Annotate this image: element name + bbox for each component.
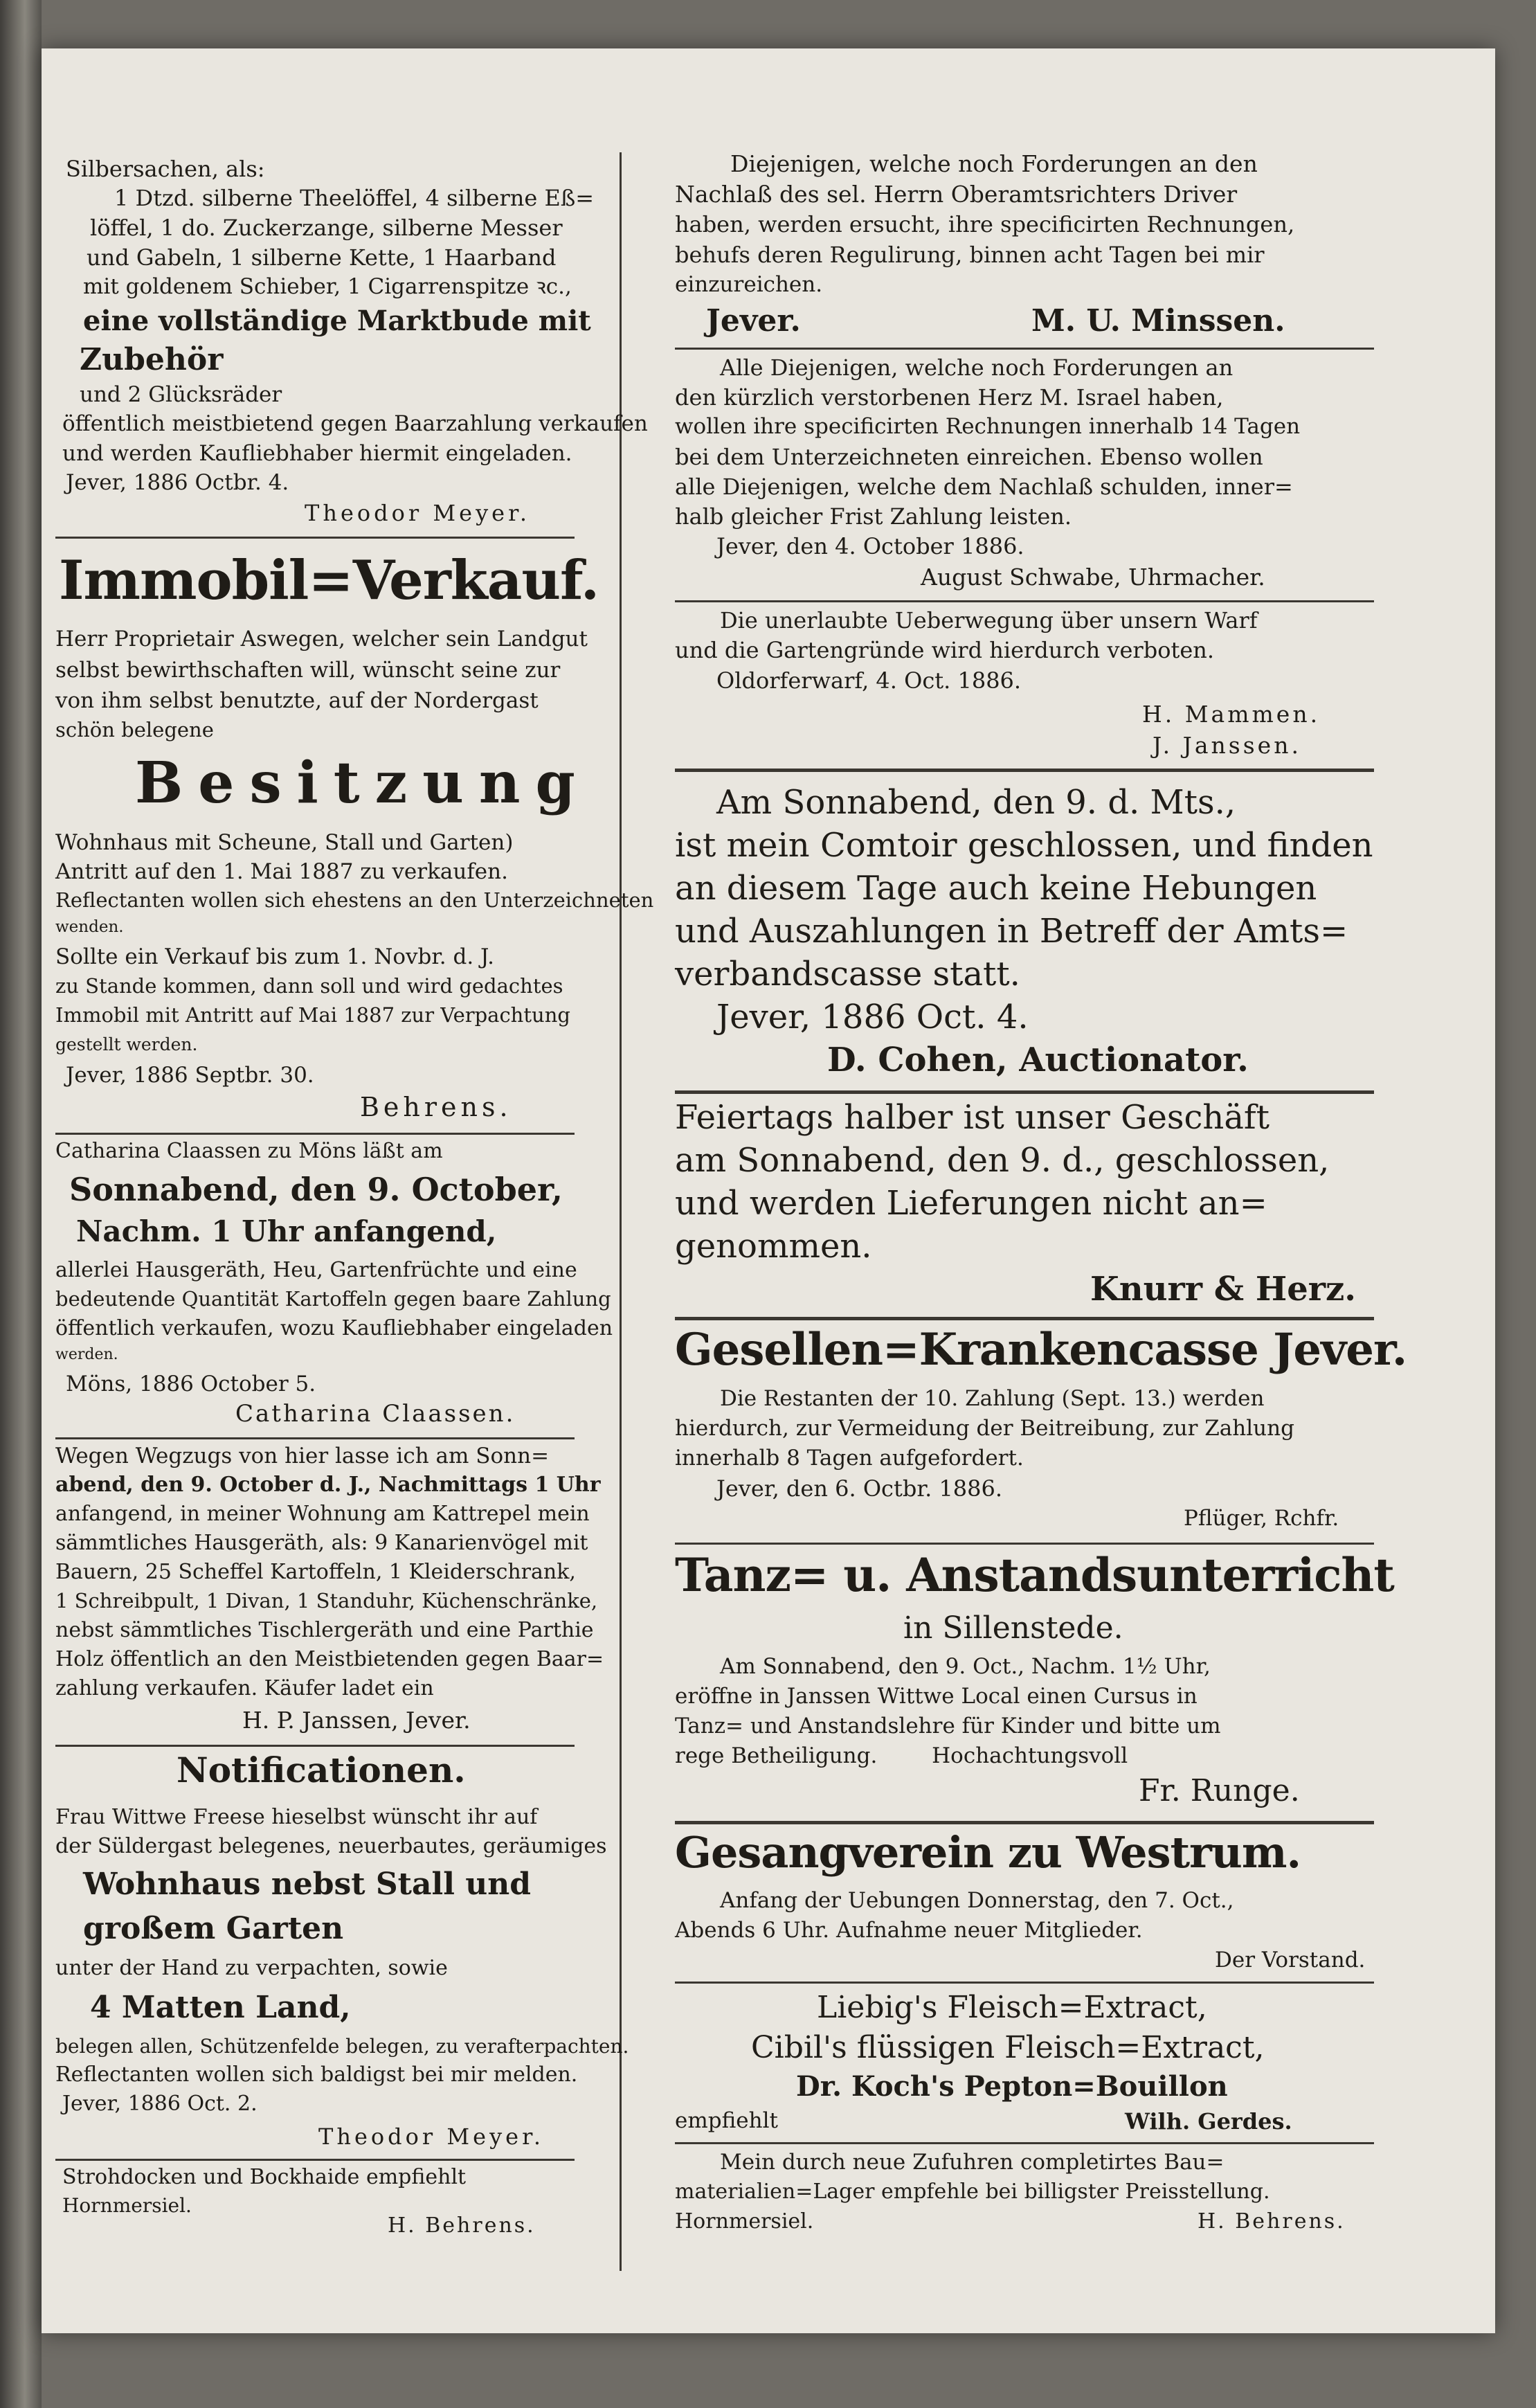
ad-divider [55, 537, 575, 539]
text-line: Silbersachen, als: [66, 156, 265, 182]
text-line: materialien=Lager empfehle bei billigster Preisstellung. [675, 2180, 1270, 2204]
ad-headline: Nachm. 1 Uhr anfangend, [76, 1214, 497, 1248]
ad-title: Tanz= u. Anstandsunterricht [675, 1548, 1394, 1602]
text-line: Dr. Koch's Pepton=Bouillon [796, 2070, 1228, 2103]
text-line: Reflectanten wollen sich ehestens an den Unterzeichneten [55, 888, 654, 912]
signature: M. U. Minssen. [1031, 303, 1285, 339]
text-line: Anfang der Uebungen Donnerstag, den 7. Oct., [720, 1888, 1234, 1913]
text-line: eröffne in Janssen Wittwe Local einen Cursus in [675, 1684, 1198, 1709]
text-line: Holz öffentlich an den Meistbietenden gegen Baar= [55, 1647, 604, 1671]
text-line: schön belegene [55, 718, 214, 742]
text-line: Antritt auf den 1. Mai 1887 zu verkaufen. [55, 859, 508, 884]
signature: August Schwabe, Uhrmacher. [921, 564, 1265, 591]
text-line: gestellt werden. [55, 1034, 198, 1054]
text-line: 1 Dtzd. silberne Theelöffel, 4 silberne Eß= [114, 185, 595, 211]
text-line: werden. [55, 1346, 118, 1363]
ad-headline: Wohnhaus nebst Stall und [83, 1867, 532, 1902]
signature: Catharina Claassen. [235, 1400, 516, 1428]
ad-divider [55, 1133, 575, 1135]
text-line: zahlung verkaufen. Käufer ladet ein [55, 1676, 434, 1700]
text-line: Wohnhaus mit Scheune, Stall und Garten) [55, 830, 514, 855]
ad-divider [675, 1982, 1374, 1984]
text-line: rege Betheiligung. Hochachtungsvoll [675, 1743, 1128, 1768]
text-line: bedeutende Quantität Kartoffeln gegen baare Zahlung [55, 1287, 611, 1311]
text-line: Bauern, 25 Scheffel Kartoffeln, 1 Kleiderschrank, [55, 1560, 576, 1584]
text-line: Die Restanten der 10. Zahlung (Sept. 13.) werden [720, 1386, 1265, 1411]
ad-headline: großem Garten [83, 1911, 344, 1946]
text-line: Cibil's flüssigen Fleisch=Extract, [751, 2030, 1265, 2065]
ad-divider [675, 1090, 1374, 1094]
text-line: haben, werden ersucht, ihre specificirten Rechnungen, [675, 211, 1295, 237]
book-spine [0, 0, 42, 2408]
ad-divider [55, 1437, 575, 1439]
date-line: Jever, den 4. October 1886. [716, 533, 1024, 559]
ad-title: Gesangverein zu Westrum. [675, 1827, 1301, 1878]
ad-headline: Sonnabend, den 9. October, [69, 1171, 563, 1208]
ad-title: Notificationen. [177, 1750, 466, 1790]
text-line: belegen allen, Schützenfelde belegen, zu verafterpachten. [55, 2035, 629, 2058]
text-line: Frau Wittwe Freese hieselbst wünscht ihr auf [55, 1805, 538, 1829]
text-line: öffentlich verkaufen, wozu Kaufliebhaber eingeladen [55, 1316, 613, 1340]
text-line: mit goldenem Schieber, 1 Cigarrenspitze ꝛc., [83, 274, 572, 299]
text-line: Strohdocken und Bockhaide empfiehlt [62, 2165, 467, 2189]
date-line: Jever, 1886 Octbr. 4. [66, 470, 289, 495]
signature: Wilh. Gerdes. [1125, 2108, 1292, 2135]
text-line: Diejenigen, welche noch Forderungen an den [730, 150, 1258, 177]
ad-title: Gesellen=Krankencasse Jever. [675, 1324, 1407, 1376]
text-line: Abends 6 Uhr. Aufnahme neuer Mitglieder. [675, 1918, 1143, 1943]
text-line: am Sonnabend, den 9. d., geschlossen, [675, 1141, 1330, 1180]
signature: Behrens. [360, 1092, 512, 1122]
signature: Theodor Meyer. [318, 2123, 545, 2150]
text-line: den kürzlich verstorbenen Herz M. Israel haben, [675, 384, 1224, 411]
place-line: Hornmersiel. [675, 2209, 814, 2234]
ad-divider [55, 2159, 575, 2161]
text-line: und 2 Glücksräder [80, 382, 282, 407]
text-line: der Süldergast belegenes, neuerbautes, geräumiges [55, 1834, 607, 1858]
ad-divider [675, 2142, 1374, 2144]
text-line: Sollte ein Verkauf bis zum 1. Novbr. d. J. [55, 944, 494, 969]
text-line: Feiertags halber ist unser Geschäft [675, 1098, 1270, 1137]
text-line: anfangend, in meiner Wohnung am Kattrepel mein [55, 1502, 590, 1526]
text-line: Am Sonnabend, den 9. Oct., Nachm. 1½ Uhr, [720, 1654, 1211, 1679]
signature: H. Mammen. [1142, 701, 1321, 728]
text-line: bei dem Unterzeichneten einreichen. Ebenso wollen [675, 444, 1263, 470]
date-line: Jever, den 6. Octbr. 1886. [716, 1475, 1003, 1502]
text-line: abend, den 9. October d. J., Nachmittags 1 Uhr [55, 1473, 601, 1497]
text-line: an diesem Tage auch keine Hebungen [675, 869, 1317, 908]
text-line: unter der Hand zu verpachten, sowie [55, 1956, 448, 1980]
text-line: Catharina Claassen zu Möns läßt am [55, 1139, 443, 1163]
text-line: und die Gartengründe wird hierdurch verboten. [675, 637, 1215, 663]
ad-divider [675, 769, 1374, 772]
text-line: von ihm selbst benutzte, auf der Nordergast [55, 688, 539, 713]
text-line: und werden Lieferungen nicht an= [675, 1184, 1267, 1223]
text-line: allerlei Hausgeräth, Heu, Gartenfrüchte und eine [55, 1258, 577, 1282]
text-line: zu Stande kommen, dann soll und wird gedachtes [55, 974, 563, 998]
text-line: selbst bewirthschaften will, wünscht seine zur [55, 658, 561, 683]
text-line: wollen ihre specificirten Rechnungen innerhalb 14 Tagen [675, 414, 1301, 439]
signature: Theodor Meyer. [305, 500, 531, 526]
ad-headline: Besitzung [135, 750, 590, 816]
text-line: Herr Proprietair Aswegen, welcher sein Landgut [55, 627, 588, 652]
text-line: empfiehlt [675, 2108, 778, 2133]
text-line: Am Sonnabend, den 9. d. Mts., [716, 783, 1236, 822]
signature: Der Vorstand. [1215, 1948, 1366, 1973]
ad-title: Immobil=Verkauf. [59, 549, 599, 612]
signature: H. Behrens. [1198, 2209, 1346, 2234]
text-line: einzureichen. [675, 272, 823, 297]
text-line: ist mein Comtoir geschlossen, und finden [675, 826, 1373, 865]
text-line: Reflectanten wollen sich baldigst bei mir melden. [55, 2063, 578, 2087]
text-line: und Gabeln, 1 silberne Kette, 1 Haarband [87, 244, 557, 271]
text-line: wenden. [55, 918, 124, 936]
text-line: verbandscasse statt. [675, 955, 1020, 994]
text-line: 1 Schreibpult, 1 Divan, 1 Standuhr, Küchenschränke, [55, 1589, 598, 1612]
date-line: Jever, 1886 Oct. 4. [716, 998, 1029, 1036]
ad-headline: 4 Matten Land, [90, 1990, 351, 2025]
date-line: Oldorferwarf, 4. Oct. 1886. [716, 667, 1022, 694]
text-line: löffel, 1 do. Zuckerzange, silberne Messer [90, 215, 563, 241]
signature: Pflüger, Rchfr. [1184, 1506, 1339, 1531]
text-line: und Auszahlungen in Betreff der Amts= [675, 912, 1348, 951]
place-line: Jever. [706, 303, 801, 339]
text-line: Hornmersiel. [62, 2194, 192, 2217]
text-line: behufs deren Regulirung, binnen acht Tagen bei mir [675, 242, 1265, 268]
ad-divider [55, 1745, 575, 1747]
text-line: öffentlich meistbietend gegen Baarzahlung verkaufen [62, 411, 648, 436]
newspaper-page [42, 48, 1495, 2333]
text-line: Immobil mit Antritt auf Mai 1887 zur Verpachtung [55, 1003, 570, 1027]
text-line: Die unerlaubte Ueberwegung über unsern Warf [720, 607, 1258, 634]
ad-divider [675, 1543, 1374, 1545]
text-line: genommen. [675, 1227, 872, 1266]
ad-headline: Zubehör [80, 342, 224, 377]
text-line: Alle Diejenigen, welche noch Forderungen an [720, 354, 1234, 381]
text-line: Liebig's Fleisch=Extract, [817, 1990, 1207, 2025]
ad-headline: eine vollständige Marktbude mit [83, 305, 591, 337]
text-line: Nachlaß des sel. Herrn Oberamtsrichters Driver [675, 181, 1238, 208]
signature: D. Cohen, Auctionator. [827, 1041, 1249, 1079]
signature: H. Behrens. [388, 2213, 536, 2238]
text-line: alle Diejenigen, welche dem Nachlaß schulden, inner= [675, 474, 1293, 500]
text-line: Tanz= und Anstandslehre für Kinder und bitte um [675, 1714, 1221, 1738]
ad-divider [675, 1821, 1374, 1824]
signature: Knurr & Herz. [1090, 1270, 1356, 1309]
ad-divider [675, 1317, 1374, 1320]
text-line: Wegen Wegzugs von hier lasse ich am Sonn= [55, 1444, 550, 1468]
date-line: Jever, 1886 Oct. 2. [62, 2092, 257, 2116]
signature: H. P. Janssen, Jever. [242, 1707, 471, 1734]
signature: J. Janssen. [1153, 732, 1301, 759]
column-divider [620, 152, 622, 2271]
date-line: Möns, 1886 October 5. [66, 1372, 316, 1396]
ad-divider [675, 600, 1374, 602]
ad-divider [675, 348, 1374, 350]
date-line: Jever, 1886 Septbr. 30. [66, 1063, 314, 1088]
text-line: sämmtliches Hausgeräth, als: 9 Kanarienvögel mit [55, 1531, 588, 1555]
signature: Fr. Runge. [1139, 1773, 1300, 1808]
text-line: halb gleicher Frist Zahlung leisten. [675, 503, 1072, 530]
text-line: innerhalb 8 Tagen aufgefordert. [675, 1446, 1024, 1471]
ad-subtitle: in Sillenstede. [903, 1610, 1123, 1646]
text-line: und werden Kaufliebhaber hiermit eingeladen. [62, 441, 572, 466]
text-line: Mein durch neue Zufuhren completirtes Bau= [720, 2150, 1225, 2175]
text-line: hierdurch, zur Vermeidung der Beitreibung, zur Zahlung [675, 1416, 1294, 1441]
text-line: nebst sämmtliches Tischlergeräth und eine Parthie [55, 1618, 594, 1642]
